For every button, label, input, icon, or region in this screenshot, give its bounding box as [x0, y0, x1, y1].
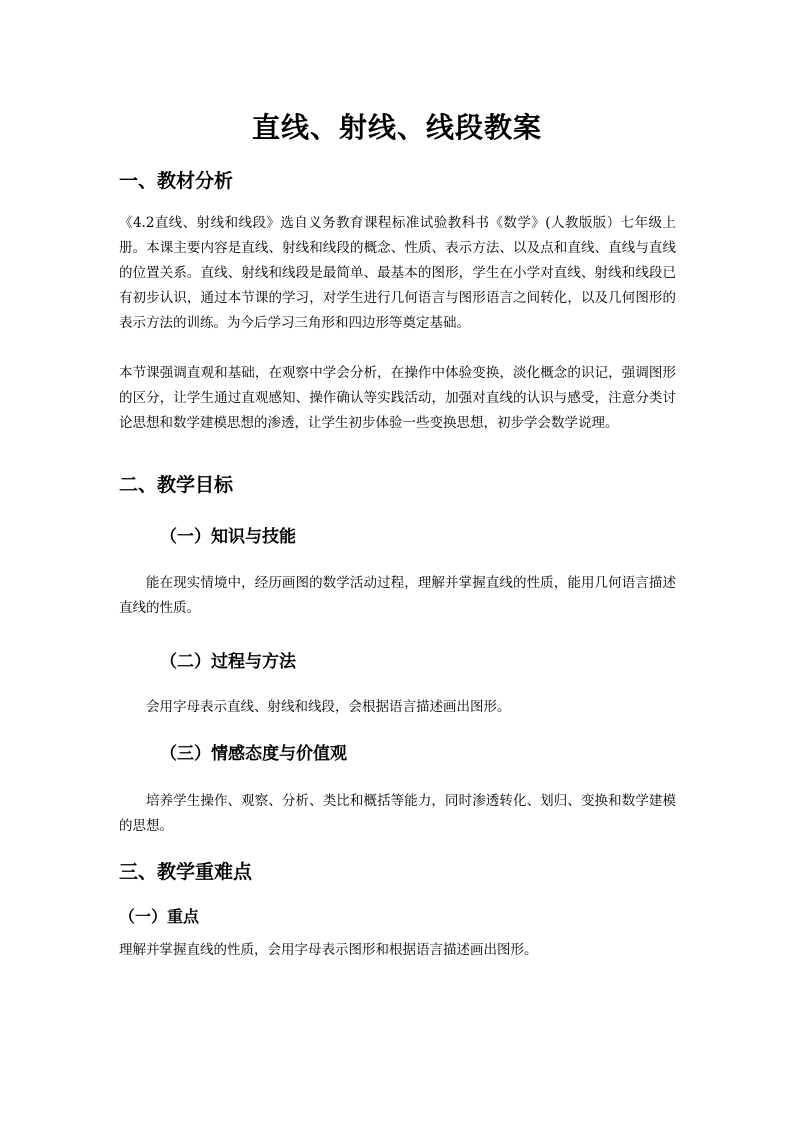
paragraph-knowledge-skills: 能在现实情境中，经历画图的数学活动过程，理解并掌握直线的性质，能用几何语言描述直线的性质。 [119, 575, 676, 616]
paragraph-process-methods: 会用字母表示直线、射线和线段，会根据语言描述画出图形。 [146, 699, 511, 715]
paragraph-textbook-analysis-1: 《4.2直线、射线和线段》选自义务教育课程标准试验教科书《数学》(人教版版）七年级上册。本课主要内容是直线、射线和线段的概念、性质、表示方法、以及点和直线、直线与直线的位置关系。直线、射线和线段是最简单、最基本的图形，学生在小学对直线、射线和线段已有初步认识，通过本节课的学习，对学生进行几何语言与图形语言之间转化，以及几何图形的表示方法的训练。为今后学习三角形和四边形等奠定基础。 [119, 215, 676, 331]
section-heading-key-difficult-points: 三、教学重难点 [119, 861, 253, 883]
subheading-knowledge-skills: （一）知识与技能 [160, 527, 296, 547]
section-heading-teaching-goals: 二、教学目标 [119, 474, 234, 496]
subheading-process-methods: （二）过程与方法 [160, 652, 296, 672]
section-heading-textbook-analysis: 一、教材分析 [119, 170, 234, 192]
document-title: 直线、射线、线段教案 [251, 111, 542, 144]
subheading-key-points: （一）重点 [119, 907, 200, 926]
paragraph-emotion-values: 培养学生操作、观察、分析、类比和概括等能力，同时渗透转化、划归、变换和数学建模的思想。 [119, 793, 676, 834]
paragraph-key-points: 理解并掌握直线的性质，会用字母表示图形和根据语言描述画出图形。 [119, 942, 538, 958]
paragraph-textbook-analysis-2: 本节课强调直观和基础，在观察中学会分析，在操作中体验变换，淡化概念的识记，强调图形的区分，让学生通过直观感知、操作确认等实践活动，加强对直线的认识与感受，注意分类讨论思想和数学建模思想的渗透，让学生初步体验一些变换思想，初步学会数学说理。 [119, 365, 676, 431]
subheading-emotion-values: （三）情感态度与价值观 [160, 744, 347, 764]
